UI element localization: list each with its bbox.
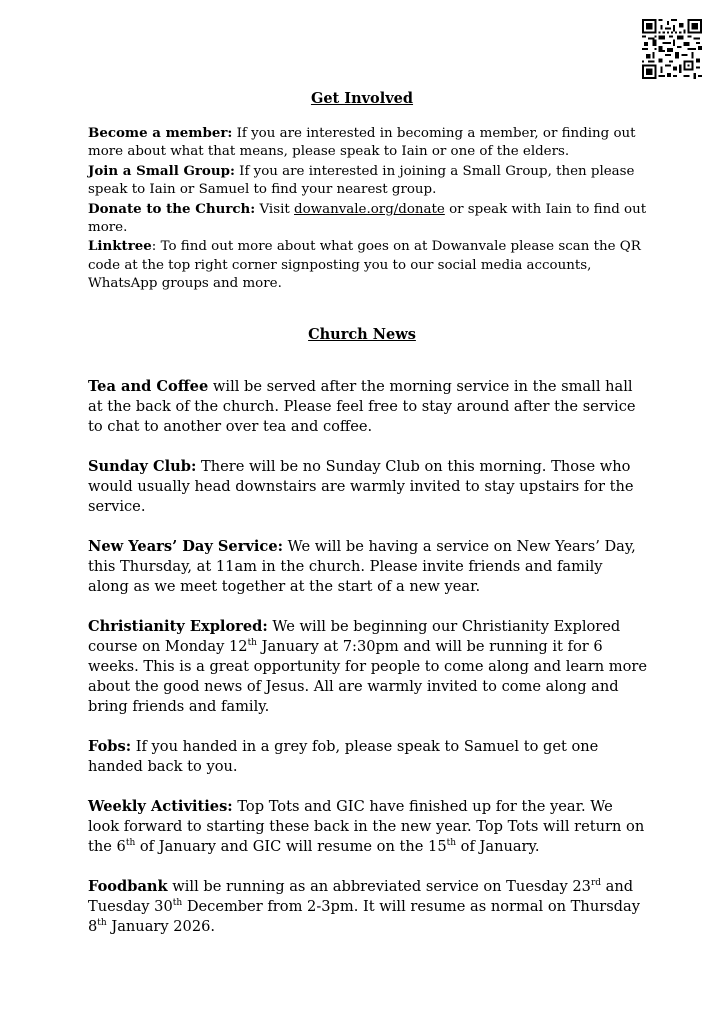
donate-item: [88, 200, 648, 238]
christianity-explored-item: [88, 617, 648, 717]
sunday-club-item: [88, 457, 648, 517]
foodbank-text-3: December from 2-3pm. It will resume as normal on Thursday 8: [88, 898, 640, 935]
foodbank-text-1: will be running as an abbreviated service on Tuesday 23: [167, 878, 591, 895]
linktree-item: [88, 237, 648, 293]
linktree-label: Linktree: [88, 238, 152, 255]
become-member-item: [88, 124, 648, 162]
small-group-label: Join a Small Group:: [88, 162, 235, 179]
donate-label: Donate to the Church:: [88, 200, 256, 217]
foodbank-text-2: and Tuesday 30: [88, 878, 634, 915]
new-years-item: [88, 537, 648, 597]
new-years-text: We will be having a service on New Years’ Day, this Thursday, at 11am in the church. Please invite friends and family along as we meet together at the start of a new year.: [88, 538, 636, 595]
church-news-section: [88, 377, 648, 957]
weekly-activities-text-2: of January and GIC will resume on the 15: [135, 838, 447, 855]
tea-coffee-item: [88, 377, 648, 437]
weekly-activities-item: [88, 797, 648, 857]
linktree-text: : To find out more about what goes on at Dowanvale please scan the QR code at the top right corner signposting you to our social media accounts, WhatsApp groups and more.: [88, 239, 641, 292]
sunday-club-text: There will be no Sunday Club on this morning. Those who would usually head downstairs are warmly invited to stay upstairs for the service.: [88, 458, 634, 515]
christianity-explored-sup: th: [247, 638, 257, 648]
qr-code-icon[interactable]: [642, 18, 702, 80]
weekly-activities-sup-1: th: [125, 838, 136, 848]
foodbank-sup-3: th: [97, 918, 107, 928]
donate-link[interactable]: dowanvale.org/donate: [294, 201, 445, 217]
small-group-item: [88, 162, 648, 200]
weekly-activities-label: Weekly Activities:: [88, 798, 233, 815]
foodbank-sup-1: rd: [590, 878, 602, 888]
get-involved-section: [88, 124, 648, 294]
christianity-explored-text-1: We will be beginning our Christianity Explored course on Monday 12: [88, 618, 621, 655]
get-involved-heading: Get Involved: [310, 90, 414, 107]
fobs-item: [88, 737, 648, 777]
weekly-activities-text-3: of January.: [456, 838, 540, 855]
christianity-explored-text-2: January at 7:30pm and will be running it for 6 weeks. This is a great opportunity for people to come along and learn more about the good news of Jesus. All are warmly invited to come along and bring friends and family.: [88, 638, 647, 715]
weekly-activities-sup-2: th: [446, 838, 457, 848]
christianity-explored-label: Christianity Explored:: [88, 618, 268, 635]
foodbank-label: Foodbank: [88, 878, 168, 895]
foodbank-sup-2: th: [172, 898, 183, 908]
new-years-label: New Years’ Day Service:: [88, 538, 283, 555]
church-news-heading: Church News: [308, 326, 416, 343]
donate-text: or speak with Iain to find out more.: [88, 201, 647, 236]
tea-coffee-text: will be served after the morning service in the small hall at the back of the church. Please feel free to stay around after the service to chat to another over tea and coffee.: [88, 378, 636, 435]
fobs-label: Fobs:: [88, 738, 132, 755]
fobs-text: If you handed in a grey fob, please speak to Samuel to get one handed back to you.: [88, 738, 599, 775]
tea-coffee-label: Tea and Coffee: [88, 378, 209, 395]
donate-pre-text: Visit: [255, 201, 295, 217]
small-group-text: If you are interested in joining a Small Group, then please speak to Iain or Samuel to find your nearest group.: [88, 163, 635, 198]
foodbank-item: [88, 877, 648, 937]
sunday-club-label: Sunday Club:: [88, 458, 197, 475]
become-member-text: If you are interested in becoming a member, or finding out more about what that means, please speak to Iain or one of the elders.: [88, 126, 636, 160]
weekly-activities-text-1: Top Tots and GIC have finished up for the year. We look forward to starting these back in the new year. Top Tots will return on the 6: [88, 798, 645, 855]
become-member-label: Become a member:: [88, 125, 233, 141]
foodbank-text-4: January 2026.: [106, 918, 216, 935]
